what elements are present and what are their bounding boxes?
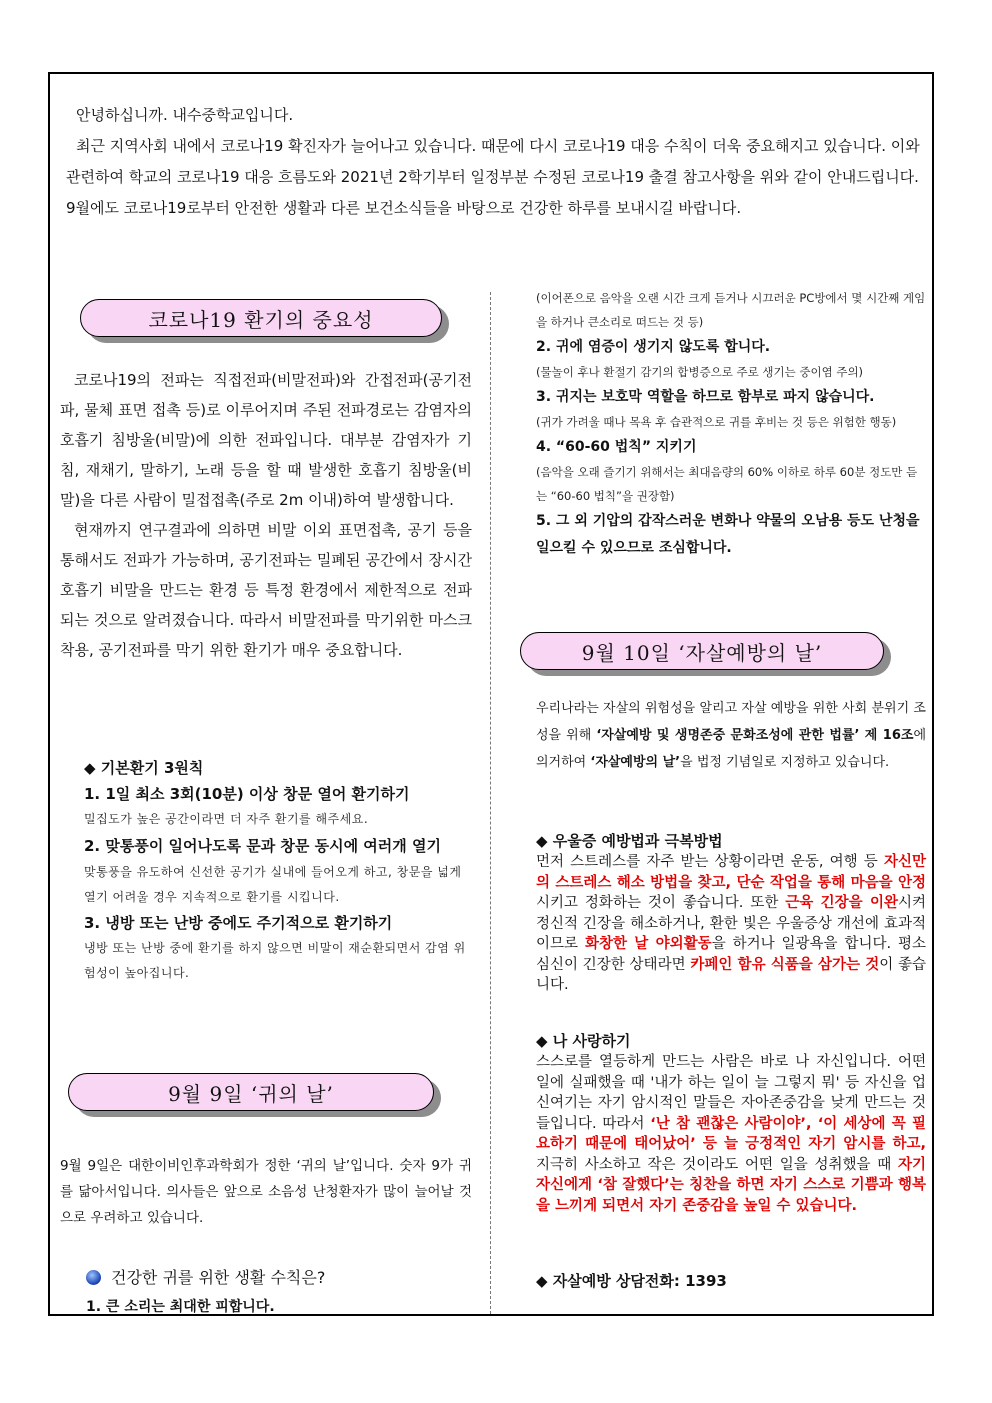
rule-3-head: 3. 냉방 또는 난방 중에도 주기적으로 환기하기 [84, 914, 393, 932]
tip-2-head: 2. 귀에 염증이 생기지 않도록 합니다. [536, 339, 771, 355]
rule-2-desc: 맞통풍을 유도하여 신선한 공기가 실내에 들어오게 하고, 창문을 넓게 열기 어려울 경우 지속적으로 환기를 시킵니다. [84, 865, 462, 904]
covid-paragraph-2: 현재까지 연구결과에 의하면 비말 이외 표면접촉, 공기 등을 통해서도 전파가 가능하며, 공기전파는 밀폐된 공간에서 장시간 호흡기 비말을 만드는 환경 등 특정 환경에서 제한적으로 전파되는 것으로 알려졌습니다. 따라서 비말전파를 막기위한 마스크 착용, 공기전파를 막기 위한 환기가 매우 중요합니다. [60, 521, 472, 659]
self-love-title: ◆ 나 사랑하기 [536, 1032, 631, 1050]
tip-2-desc: (물놀이 후나 환절기 감기의 합병증으로 주로 생기는 중이염 주의) [536, 365, 864, 379]
rules-title: ◆ 기본환기 3원칙 [84, 759, 204, 777]
covid-paragraph-1: 코로나19의 전파는 직접전파(비말전파)와 간접전파(공기전파, 물체 표면 접촉 등)로 이루어지며 주된 전파경로는 감염자의 호흡기 침방울(비말)에 의한 전파입니다. 대부분 감염자가 기침, 재채기, 말하기, 노래 등을 할 때 발생한 호흡기 침방울(비말)을 다른 사람이 밀접접촉(주로 2m 이내)하여 발생합니다. [60, 371, 472, 509]
depression-section [536, 830, 926, 996]
tip-1-desc: (이어폰으로 음악을 오랜 시간 크게 듣거나 시끄러운 PC방에서 몇 시간째 게임을 하거나 큰소리로 떠드는 것 등) [536, 291, 926, 329]
intro-section [66, 100, 926, 224]
bullet-circle-icon [86, 1270, 101, 1285]
hotline: ◆ 자살예방 상담전화: 1393 [536, 1272, 727, 1290]
rule-1-desc: 밀집도가 높은 공간이라면 더 자주 환기를 해주세요. [84, 812, 369, 826]
tip-5: 5. 그 외 기압의 갑작스러운 변화나 약물의 오남용 등도 난청을 일으킬 수 있으므로 조심합니다. [536, 513, 920, 556]
ear-tips-continued [536, 286, 926, 562]
ear-intro [60, 1153, 472, 1231]
intro-paragraph: 최근 지역사회 내에서 코로나19 확진자가 늘어나고 있습니다. 때문에 다시 코로나19 대응 수칙이 더욱 중요해지고 있습니다. 이와 관련하여 학교의 코로나19 대응 흐름도와 2021년 2학기부터 일정부분 수정된 코로나19 출결 참고사항을 위와 같이 안내드립니다. 9월에도 코로나19로부터 안전한 생활과 다른 보건소식들을 바탕으로 건강한 하루를 보내시길 바랍니다. [66, 137, 920, 217]
ear-tips-title: 건강한 귀를 위한 생활 수칙은? [86, 1265, 476, 1288]
rule-2-head: 2. 맞통풍이 일어나도록 문과 창문 동시에 여러개 열기 [84, 837, 441, 855]
ear-day-title: 9월 9일 ‘귀의 날’ [68, 1073, 434, 1111]
tip-3-desc: (귀가 가려울 때나 목욕 후 습관적으로 귀를 후비는 것 등은 위험한 행동) [536, 415, 897, 429]
depression-body: 먼저 스트레스를 자주 받는 상황이라면 운동, 여행 등 자신만의 스트레스 해소 방법을 찾고, 단순 작업을 통해 마음을 안정시키고 정화하는 것이 좋습니다. 또한 근육 긴장을 이완시켜 정신적 긴장을 해소하거나, 환한 빛은 우울증상 개선에 효과적이므로 화창한 날 야외활동을 하거나 일광욕을 합니다. 평소 심신이 긴장한 상태라면 카페인 함유 식품을 삼가는 것이 좋습니다. [536, 854, 927, 993]
tip-4-desc: (음악을 오래 즐기기 위해서는 최대음량의 60% 이하로 하루 60분 정도만 듣는 “60-60 법칙”을 권장함) [536, 465, 918, 503]
depression-title: ◆ 우울증 예방법과 극복방법 [536, 832, 723, 850]
ear-paragraph: 9월 9일은 대한이비인후과학회가 정한 ‘귀의 날’입니다. 숫자 9가 귀를 닮아서입니다. 의사들은 앞으로 소음성 난청환자가 많이 늘어날 것으로 우려하고 있습니다. [60, 1158, 472, 1226]
ventilation-rules [84, 755, 472, 986]
ear-tip-1: 1. 큰 소리는 최대한 피합니다. [86, 1299, 275, 1315]
self-love-body: 스스로를 열등하게 만드는 사람은 바로 나 자신입니다. 어떤 일에 실패했을 때 '내가 하는 일이 늘 그렇지 뭐' 등 자신을 업신여기는 자기 암시적인 말들은 자아존중감을 낮게 만드는 것들입니다. 따라서 ‘난 참 괜찮은 사람이야’, ‘이 세상에 꼭 필요하기 때문에 태어났어’ 등 늘 긍정적인 자기 암시를 하고, 지극히 사소하고 작은 것이라도 어떤 일을 성취했을 때 자기 자신에게 ‘참 잘했다’는 칭찬을 하면 자기 스스로 기쁨과 행복을 느끼게 되면서 자기 존중감을 높일 수 있습니다. [536, 1054, 926, 1214]
column-divider [490, 292, 491, 1314]
greeting: 안녕하십니까. 내수중학교입니다. [76, 106, 294, 124]
suicide-intro: 우리나라는 자살의 위험성을 알리고 자살 예방을 위한 사회 분위기 조성을 위해 ‘자살예방 및 생명존중 문화조성에 관한 법률’ 제 16조에 의거하여 ‘자살예방의 날’을 법정 기념일로 지정하고 있습니다. [536, 701, 927, 770]
covid-body [60, 365, 472, 665]
self-love-section [536, 1030, 926, 1216]
rule-3-desc: 냉방 또는 난방 중에 환기를 하지 않으면 비말이 재순환되면서 감염 위험성이 높아집니다. [84, 941, 466, 980]
tip-4-head: 4. “60-60 법칙” 지키기 [536, 439, 697, 455]
tip-3-head: 3. 귀지는 보호막 역할을 하므로 함부로 파지 않습니다. [536, 389, 875, 405]
rule-1-head: 1. 1일 최소 3회(10분) 이상 창문 열어 환기하기 [84, 785, 410, 803]
suicide-day-title: 9월 10일 ‘자살예방의 날’ [520, 632, 884, 670]
covid-section-title: 코로나19 환기의 중요성 [80, 299, 442, 337]
